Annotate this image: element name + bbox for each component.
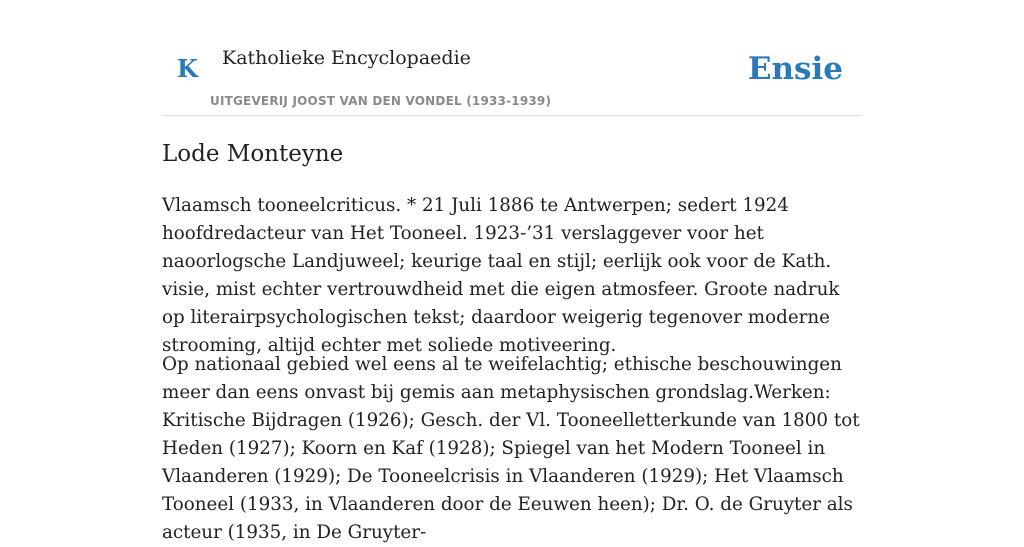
article-paragraph: Vlaamsch tooneelcriticus. * 21 Juli 1886 te Antwerpen; sedert 1924 hoofdredacteur van Het Tooneel. 1923-’31 verslaggever voor het naoorlogsche Landjuweel; keurige taal en stijl; eerlijk ook voor de Kath. visie, mist echter vertrouwdheid met die eigen atmosfeer. Groote nadruk op literairpsychologischen tekst; daardoor weigerig tegenover moderne strooming, altijd echter met soliede motiveering. bbox=[162, 195, 840, 356]
article-paragraph: Op nationaal gebied wel eens al te weifelachtig; ethische beschouwingen meer dan eens onvast bij gemis aan metaphysischen grondslag.Werken: Kritische Bijdragen (1926); Gesch. der Vl. Tooneelletterkunde van 1800 tot Heden (1927); Koorn en Kaf (1928); Spiegel van het Modern Tooneel in Vlaanderen (1929); De Tooneelcrisis in Vlaanderen (1929); Het Vlaamsch Tooneel (1933, in Vlaanderen door de Eeuwen heen); Dr. O. de Gruyter als acteur (1935, in De Gruyter- bbox=[162, 354, 860, 543]
site-header bbox=[162, 0, 862, 116]
site-logo[interactable]: K bbox=[177, 54, 198, 83]
article-title: Lode Monteyne bbox=[162, 141, 344, 167]
brand-logo[interactable]: Ensie bbox=[747, 51, 843, 87]
publisher-label: UITGEVERIJ JOOST VAN DEN VONDEL (1933-1939) bbox=[210, 94, 552, 108]
site-title[interactable]: Katholieke Encyclopaedie bbox=[222, 47, 471, 69]
page bbox=[162, 0, 862, 543]
